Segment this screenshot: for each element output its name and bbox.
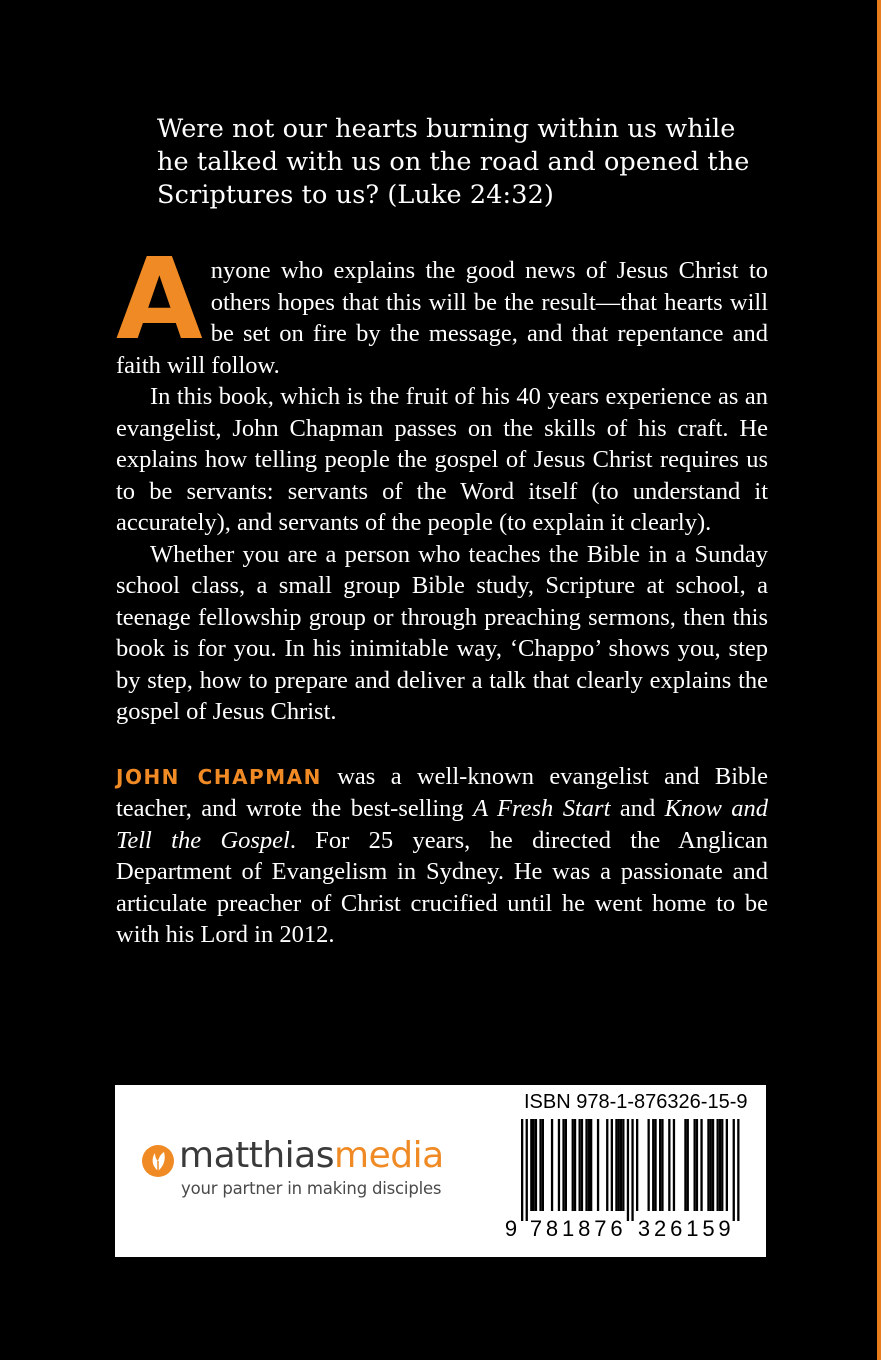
- publisher-name-part-1: matthias: [179, 1135, 334, 1176]
- barcode-digit: 3: [637, 1216, 651, 1239]
- barcode-bar: [673, 1119, 675, 1211]
- barcode-bar: [652, 1119, 654, 1211]
- barcode-bar: [687, 1119, 689, 1211]
- barcode-digit: 7: [594, 1216, 607, 1239]
- publisher-tagline: your partner in making disciples: [181, 1179, 442, 1198]
- author-name: JOHN CHAPMAN: [116, 764, 322, 789]
- barcode-digit: 6: [670, 1216, 683, 1239]
- book-title-1: A Fresh Start: [473, 795, 611, 822]
- barcode-bar: [618, 1119, 620, 1211]
- barcode-bar: [588, 1119, 590, 1211]
- barcode-bar: [551, 1119, 553, 1211]
- barcode-bar: [654, 1119, 656, 1211]
- barcode-bar: [574, 1119, 576, 1211]
- dropcap-letter: A: [116, 235, 203, 365]
- edge-strip: [877, 0, 881, 1360]
- barcode-bar: [631, 1119, 633, 1221]
- barcode-bar: [684, 1119, 686, 1211]
- quote-line-2: he talked with us on the road and opened the: [157, 147, 750, 177]
- epigraph-quote: [157, 113, 797, 212]
- isbn-label: ISBN 978-1-876326-15-9: [524, 1091, 748, 1113]
- barcode-bar: [565, 1119, 567, 1211]
- barcode-digit: 1: [562, 1216, 575, 1239]
- barcode-bars: [521, 1119, 740, 1221]
- publisher-barcode-box: [115, 1085, 766, 1257]
- barcode-bar: [661, 1119, 663, 1211]
- barcode-bar: [712, 1119, 714, 1211]
- barcode-bar: [668, 1119, 670, 1211]
- quote-line-1: Were not our hearts burning within us while: [157, 114, 736, 144]
- barcode-bar: [611, 1119, 613, 1211]
- barcode-digit: 8: [578, 1216, 591, 1239]
- barcode-bar: [659, 1119, 661, 1211]
- barcode-digit: 1: [686, 1216, 699, 1239]
- barcode-bar: [733, 1119, 735, 1221]
- barcode-bar: [542, 1119, 544, 1211]
- barcode-digit: 5: [702, 1216, 715, 1239]
- barcode-bar: [526, 1119, 528, 1221]
- barcode-bar: [521, 1119, 523, 1221]
- paragraph-2: Whether you are a person who teaches the Bible in a Sunday school class, a small group Bible study, Scripture at school, a teenage fellowship group or through preaching sermons, then this book is for you. In his inimitable way, ‘Chappo’ shows you, step by step, how to prepare and deliver a talk that clearly explains the gospel of Jesus Christ.: [116, 540, 768, 725]
- barcode-bar: [719, 1119, 721, 1211]
- barcode-bar: [535, 1119, 537, 1211]
- barcode-bar: [572, 1119, 574, 1211]
- barcode-bar: [737, 1119, 739, 1221]
- intro-paragraph: [116, 235, 768, 381]
- barcode-bar: [707, 1119, 709, 1211]
- quote-line-3: Scriptures to us? (Luke 24:32): [157, 180, 554, 210]
- barcode-digits: [505, 1216, 731, 1239]
- barcode-bar: [717, 1119, 719, 1211]
- barcode-bar: [700, 1119, 702, 1211]
- barcode-bar: [585, 1119, 587, 1211]
- publisher-logo: [141, 1135, 491, 1201]
- publisher-name-part-2: media: [334, 1135, 444, 1176]
- barcode-bar: [539, 1119, 541, 1211]
- barcode-digit: 7: [529, 1216, 543, 1239]
- barcode-bar: [606, 1119, 608, 1211]
- barcode-bar: [590, 1119, 592, 1211]
- flame-leaf-icon: [141, 1144, 175, 1178]
- barcode-bar: [648, 1119, 650, 1211]
- barcode-digit: 2: [654, 1216, 667, 1239]
- barcode-digit: 8: [545, 1216, 559, 1239]
- barcode-bar: [710, 1119, 712, 1211]
- barcode-bar: [615, 1119, 617, 1211]
- barcode-digit: 9: [718, 1216, 731, 1239]
- barcode-bar: [694, 1119, 696, 1211]
- barcode-bar: [530, 1119, 532, 1211]
- barcode-bar: [622, 1119, 624, 1211]
- isbn-barcode: [503, 1117, 743, 1239]
- author-bio: [116, 761, 768, 951]
- barcode-bar: [726, 1119, 728, 1211]
- paragraph-1: In this book, which is the fruit of his 40 years experience as an evangelist, John Chapman passes on the skills of his craft. He explains how telling people the gospel of Jesus Christ requires us to be servants: servants of the Word itself (to understand it accurately), and servants of the people (to explain it clearly).: [116, 383, 768, 536]
- publisher-name: [179, 1135, 444, 1176]
- bio-part-1: was a well-known evangelist and Bible teacher, and wrote the best-selling: [116, 762, 768, 822]
- bio-part-3: . For 25 years, he directed the Anglican Department of Evangelism in Sydney. He was a passionate and articulate preacher of Christ crucified until he went home to be with his Lord in 2012.: [116, 826, 768, 948]
- barcode-bar: [581, 1119, 583, 1211]
- barcode-bar: [562, 1119, 564, 1211]
- barcode-bar: [636, 1119, 638, 1211]
- barcode-bar: [597, 1119, 599, 1211]
- blurb-text: [116, 235, 769, 951]
- bio-part-2: and: [610, 795, 665, 822]
- intro-text: nyone who explains the good news of Jesus Christ to others hopes that this will be the result—that hearts will be set on fire by the message, and that repentance and faith will follow.: [116, 257, 768, 379]
- book-title-2: Know and Tell the Gospel: [116, 795, 769, 854]
- barcode-bar: [620, 1119, 622, 1211]
- barcode-bar: [627, 1119, 629, 1221]
- barcode-digit: 6: [610, 1216, 623, 1239]
- barcode-bar: [696, 1119, 698, 1211]
- barcode-digit: 9: [504, 1216, 518, 1239]
- barcode-bar: [558, 1119, 560, 1211]
- barcode-bar: [579, 1119, 581, 1211]
- barcode-bar: [533, 1119, 535, 1211]
- barcode-bar: [721, 1119, 723, 1211]
